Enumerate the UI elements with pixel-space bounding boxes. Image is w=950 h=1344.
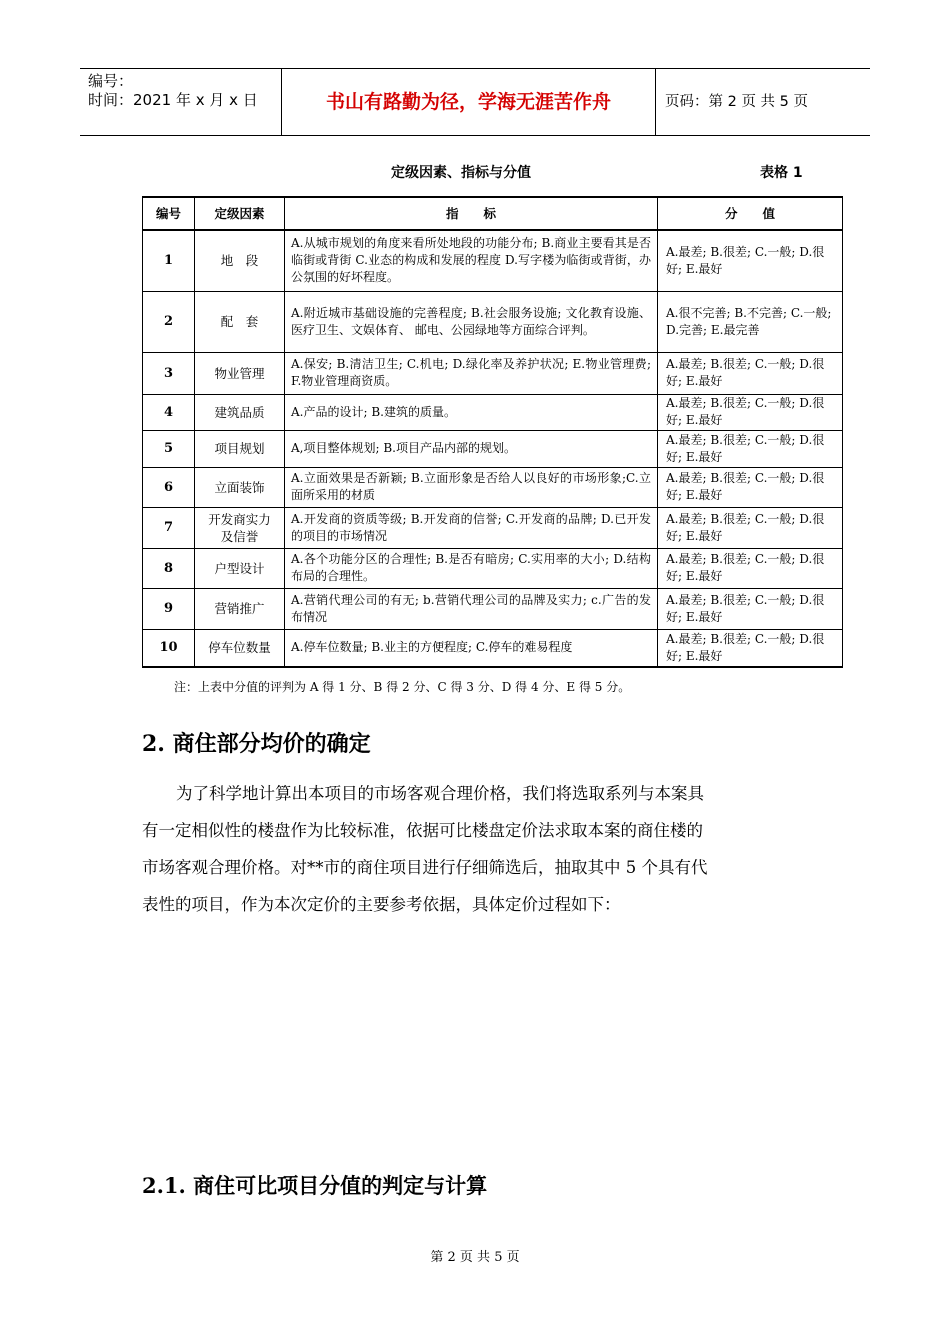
row-indicator: A.产品的设计; B.建筑的质量。 bbox=[285, 394, 658, 430]
col-header-score: 分 值 bbox=[658, 197, 843, 230]
row-score: A.最差; B.很差; C.一般; D.很好; E.最好 bbox=[658, 430, 843, 467]
row-score: A.最差; B.很差; C.一般; D.很好; E.最好 bbox=[658, 629, 843, 667]
row-number: 7 bbox=[143, 507, 195, 548]
row-factor: 物业管理 bbox=[195, 352, 285, 394]
row-score: A.最差; B.很差; C.一般; D.很好; E.最好 bbox=[658, 467, 843, 507]
table-row bbox=[143, 394, 843, 430]
table-note: 注：上表中分值的评判为 A 得 1 分、B 得 2 分、C 得 3 分、D 得 4 分、E 得 5 分。 bbox=[174, 680, 631, 694]
row-score: A.最差; B.很差; C.一般; D.很好; E.最好 bbox=[658, 548, 843, 588]
row-number: 8 bbox=[143, 548, 195, 588]
row-score: A.最差; B.很差; C.一般; D.很好; E.最好 bbox=[658, 394, 843, 430]
row-factor: 项目规划 bbox=[195, 430, 285, 467]
row-indicator: A.立面效果是否新颖; B.立面形象是否给人以良好的市场形象;C.立面所采用的材质 bbox=[285, 467, 658, 507]
grading-table bbox=[142, 196, 843, 668]
page-header bbox=[80, 68, 870, 136]
row-score: A.最差; B.很差; C.一般; D.很好; E.最好 bbox=[658, 588, 843, 629]
table-row bbox=[143, 548, 843, 588]
paragraph-line: 市场客观合理价格。对**市的商住项目进行仔细筛选后，抽取其中 5 个具有代 bbox=[142, 858, 708, 877]
header-page-info: 页码：第 2 页 共 5 页 bbox=[665, 94, 808, 110]
row-number: 10 bbox=[143, 629, 195, 667]
section-heading: 2. 商住部分均价的确定 bbox=[142, 731, 371, 757]
row-number: 9 bbox=[143, 588, 195, 629]
paragraph-line: 有一定相似性的楼盘作为比较标准，依据可比楼盘定价法求取本案的商住楼的 bbox=[142, 821, 703, 840]
row-factor: 营销推广 bbox=[195, 588, 285, 629]
row-factor: 户型设计 bbox=[195, 548, 285, 588]
header-time-label: 时间：2021 年 x 月 x 日 bbox=[88, 91, 258, 109]
row-factor: 立面装饰 bbox=[195, 467, 285, 507]
header-motto: 书山有路勤为径，学海无涯苦作舟 bbox=[282, 69, 656, 135]
row-score: A.很不完善; B.不完善; C.一般; D.完善; E.最完善 bbox=[658, 291, 843, 352]
row-factor: 地 段 bbox=[195, 230, 285, 291]
row-indicator: A.保安; B.清洁卫生; C.机电; D.绿化率及养护状况; E.物业管理费; F.物业管理商资质。 bbox=[285, 352, 658, 394]
row-factor: 建筑品质 bbox=[195, 394, 285, 430]
body-paragraph bbox=[142, 775, 807, 923]
row-number: 4 bbox=[143, 394, 195, 430]
row-indicator: A.从城市规划的角度来看所处地段的功能分布; B.商业主要看其是否临街或背街 C.业态的构成和发展的程度 D.写字楼为临街或背街，办公氛围的好坏程度。 bbox=[285, 230, 658, 291]
header-number-label: 编号： bbox=[88, 72, 134, 90]
table-row bbox=[143, 588, 843, 629]
row-score: A.最差; B.很差; C.一般; D.很好; E.最好 bbox=[658, 507, 843, 548]
row-indicator: A.开发商的资质等级; B.开发商的信誉; C.开发商的品牌; D.已开发的项目的市场情况 bbox=[285, 507, 658, 548]
table-row bbox=[143, 629, 843, 667]
col-header-number: 编号 bbox=[143, 197, 195, 230]
table-row bbox=[143, 467, 843, 507]
table-row bbox=[143, 430, 843, 467]
subsection-heading: 2.1. 商住可比项目分值的判定与计算 bbox=[142, 1173, 488, 1198]
row-indicator: A.附近城市基础设施的完善程度; B.社会服务设施; 文化教育设施、医疗卫生、文娱体育、 邮电、公园绿地等方面综合评判。 bbox=[285, 291, 658, 352]
table-row bbox=[143, 291, 843, 352]
table-row bbox=[143, 507, 843, 548]
header-meta bbox=[80, 69, 282, 135]
col-header-indicator: 指 标 bbox=[285, 197, 658, 230]
paragraph-line: 表性的项目，作为本次定价的主要参考依据，具体定价过程如下： bbox=[142, 895, 621, 914]
row-factor: 配 套 bbox=[195, 291, 285, 352]
row-indicator: A.停车位数量; B.业主的方便程度; C.停车的难易程度 bbox=[285, 629, 658, 667]
row-factor: 停车位数量 bbox=[195, 629, 285, 667]
row-number: 1 bbox=[143, 230, 195, 291]
table-label: 表格 1 bbox=[760, 165, 803, 181]
row-score: A.最差; B.很差; C.一般; D.很好; E.最好 bbox=[658, 230, 843, 291]
row-number: 3 bbox=[143, 352, 195, 394]
table-header-row bbox=[143, 197, 843, 230]
row-factor: 开发商实力及信誉 bbox=[195, 507, 285, 548]
row-indicator: A,项目整体规划; B.项目产品内部的规划。 bbox=[285, 430, 658, 467]
row-number: 2 bbox=[143, 291, 195, 352]
row-indicator: A.各个功能分区的合理性; B.是否有暗房; C.实用率的大小; D.结构布局的合理性。 bbox=[285, 548, 658, 588]
table-row bbox=[143, 230, 843, 291]
row-number: 6 bbox=[143, 467, 195, 507]
table-title: 定级因素、指标与分值 bbox=[391, 165, 531, 181]
table-row bbox=[143, 352, 843, 394]
page-footer: 第 2 页 共 5 页 bbox=[430, 1250, 520, 1265]
row-indicator: A.营销代理公司的有无; b.营销代理公司的品牌及实力; c.广告的发布情况 bbox=[285, 588, 658, 629]
paragraph-line: 为了科学地计算出本项目的市场客观合理价格，我们将选取系列与本案具 bbox=[176, 784, 704, 803]
row-number: 5 bbox=[143, 430, 195, 467]
row-score: A.最差; B.很差; C.一般; D.很好; E.最好 bbox=[658, 352, 843, 394]
col-header-factor: 定级因素 bbox=[195, 197, 285, 230]
